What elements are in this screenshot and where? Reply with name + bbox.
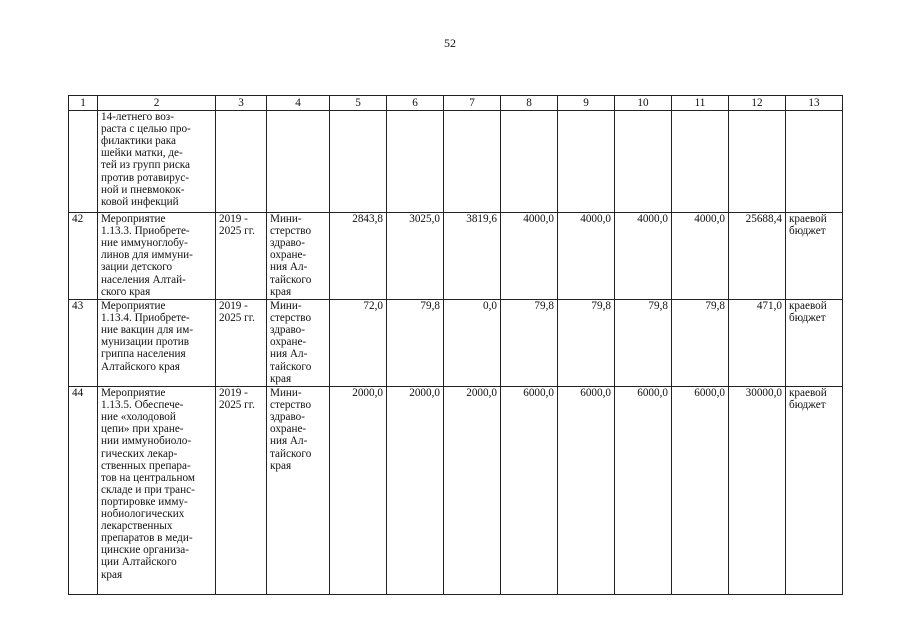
executor-cell	[267, 387, 330, 595]
header-cell: 7	[444, 96, 501, 111]
description-line: лекарственных	[101, 520, 173, 533]
table-row	[69, 387, 843, 595]
header-cell: 2	[98, 96, 216, 111]
header-cell: 9	[558, 96, 615, 111]
description-line: шейки матки, де-	[101, 147, 183, 160]
value-cell: 2000,0	[444, 387, 501, 595]
description-line: тей из групп риска	[101, 159, 191, 172]
budget-table	[68, 95, 843, 595]
executor-line: здраво-	[270, 237, 305, 250]
executor-line: ния Ал-	[270, 261, 308, 274]
description-line: Мероприятие	[101, 387, 166, 400]
value-cell: 3819,6	[444, 213, 501, 300]
funding-source-cell	[786, 213, 843, 300]
value-cell	[558, 111, 615, 213]
description-line: нии иммунобиоло-	[101, 435, 192, 448]
value-cell	[387, 111, 444, 213]
value-cell: 4000,0	[615, 213, 672, 300]
funding-source-line: бюджет	[789, 399, 826, 412]
executor-line: стерство	[270, 312, 312, 325]
value-cell	[615, 111, 672, 213]
header-cell: 8	[501, 96, 558, 111]
executor-line: тайского	[270, 273, 312, 286]
executor-line: ния Ал-	[270, 435, 308, 448]
executor-line: края	[270, 285, 292, 298]
executor-line: здраво-	[270, 324, 305, 337]
description-line: складе и при транс-	[101, 483, 195, 496]
executor-cell	[267, 213, 330, 300]
measure-description-cell	[98, 111, 216, 213]
funding-source-line: краевой	[789, 387, 827, 400]
header-cell: 4	[267, 96, 330, 111]
value-cell: 79,8	[501, 300, 558, 387]
executor-line: стерство	[270, 225, 312, 238]
description-line: 14-летнего воз-	[101, 111, 174, 124]
value-cell	[672, 111, 729, 213]
row-number-cell: 42	[69, 213, 98, 300]
value-cell: 2000,0	[387, 387, 444, 595]
executor-line: края	[270, 459, 292, 472]
value-cell: 6000,0	[672, 387, 729, 595]
description-line: 1.13.4. Приобрете-	[101, 312, 190, 325]
table-row	[69, 111, 843, 213]
table-row	[69, 213, 843, 300]
description-line: ние вакцин для им-	[101, 324, 194, 337]
description-line: нобиологических	[101, 508, 185, 521]
description-line: мунизации против	[101, 336, 189, 349]
period-cell: 2019 - 2025 гг.	[216, 387, 267, 595]
description-line: населения Алтай-	[101, 273, 186, 286]
executor-line: охране-	[270, 336, 307, 349]
header-cell: 10	[615, 96, 672, 111]
value-cell: 2843,8	[330, 213, 387, 300]
value-cell: 4000,0	[501, 213, 558, 300]
description-line: Мероприятие	[101, 300, 166, 313]
period-cell: 2019 - 2025 гг.	[216, 213, 267, 300]
funding-source-line: краевой	[789, 213, 827, 226]
header-cell: 11	[672, 96, 729, 111]
value-cell: 4000,0	[558, 213, 615, 300]
value-cell	[501, 111, 558, 213]
value-cell: 6000,0	[615, 387, 672, 595]
row-number-cell: 44	[69, 387, 98, 595]
value-cell	[330, 111, 387, 213]
value-cell: 471,0	[729, 300, 786, 387]
executor-line: края	[270, 372, 292, 385]
description-line: цепи» при хране-	[101, 423, 184, 436]
description-line: цинские организа-	[101, 544, 189, 557]
description-line: Мероприятие	[101, 213, 166, 226]
header-cell: 13	[786, 96, 843, 111]
value-cell: 30000,0	[729, 387, 786, 595]
value-cell: 79,8	[558, 300, 615, 387]
description-line: гических лекар-	[101, 447, 178, 460]
row-number-cell: 43	[69, 300, 98, 387]
executor-cell	[267, 111, 330, 213]
description-line: препаратов в меди-	[101, 532, 193, 545]
header-cell: 12	[729, 96, 786, 111]
value-cell: 79,8	[387, 300, 444, 387]
value-cell: 0,0	[444, 300, 501, 387]
description-line: портировке имму-	[101, 495, 188, 508]
description-line: гриппа населения	[101, 348, 186, 361]
value-cell: 6000,0	[501, 387, 558, 595]
description-line: раста с целью про-	[101, 123, 191, 136]
page-number: 52	[444, 36, 456, 50]
funding-source-line: бюджет	[789, 225, 826, 238]
executor-line: Мини-	[270, 213, 302, 226]
description-line: 1.13.3. Приобрете-	[101, 225, 190, 238]
row-number-cell	[69, 111, 98, 213]
funding-source-cell	[786, 387, 843, 595]
description-line: ского края	[101, 285, 151, 298]
description-line: против ротавирус-	[101, 171, 190, 184]
value-cell: 3025,0	[387, 213, 444, 300]
header-cell: 3	[216, 96, 267, 111]
value-cell: 4000,0	[672, 213, 729, 300]
description-line: ковой инфекций	[101, 195, 179, 208]
executor-line: ния Ал-	[270, 348, 308, 361]
period-cell	[216, 111, 267, 213]
table-row	[69, 300, 843, 387]
funding-source-cell	[786, 300, 843, 387]
header-cell: 1	[69, 96, 98, 111]
description-line: 1.13.5. Обеспече-	[101, 399, 184, 412]
description-line: ственных препара-	[101, 459, 191, 472]
header-row	[69, 96, 843, 111]
header-cell: 6	[387, 96, 444, 111]
measure-description-cell	[98, 300, 216, 387]
funding-source-cell	[786, 111, 843, 213]
description-line: линов для иммуни-	[101, 249, 193, 262]
description-line: тов на центральном	[101, 471, 195, 484]
value-cell: 72,0	[330, 300, 387, 387]
description-line: ции Алтайского	[101, 556, 177, 569]
value-cell	[729, 111, 786, 213]
value-cell: 6000,0	[558, 387, 615, 595]
description-line: филактики рака	[101, 135, 176, 148]
measure-description-cell	[98, 387, 216, 595]
funding-source-line: краевой	[789, 300, 827, 313]
description-line: края	[101, 568, 123, 581]
value-cell: 2000,0	[330, 387, 387, 595]
description-line: ной и пневмокок-	[101, 183, 185, 196]
executor-line: стерство	[270, 399, 312, 412]
value-cell: 25688,4	[729, 213, 786, 300]
description-line: Алтайского края	[101, 360, 180, 373]
description-line: ние иммуноглобу-	[101, 237, 188, 250]
period-cell: 2019 - 2025 гг.	[216, 300, 267, 387]
executor-line: Мини-	[270, 387, 302, 400]
executor-line: Мини-	[270, 300, 302, 313]
funding-source-line: бюджет	[789, 312, 826, 325]
value-cell	[444, 111, 501, 213]
executor-line: тайского	[270, 447, 312, 460]
description-line: ние «холодовой	[101, 411, 176, 424]
measure-description-cell	[98, 213, 216, 300]
executor-line: охране-	[270, 423, 307, 436]
description-line: зации детского	[101, 261, 173, 274]
executor-line: здраво-	[270, 411, 305, 424]
value-cell: 79,8	[615, 300, 672, 387]
executor-line: охране-	[270, 249, 307, 262]
value-cell: 79,8	[672, 300, 729, 387]
executor-line: тайского	[270, 360, 312, 373]
executor-cell	[267, 300, 330, 387]
header-cell: 5	[330, 96, 387, 111]
